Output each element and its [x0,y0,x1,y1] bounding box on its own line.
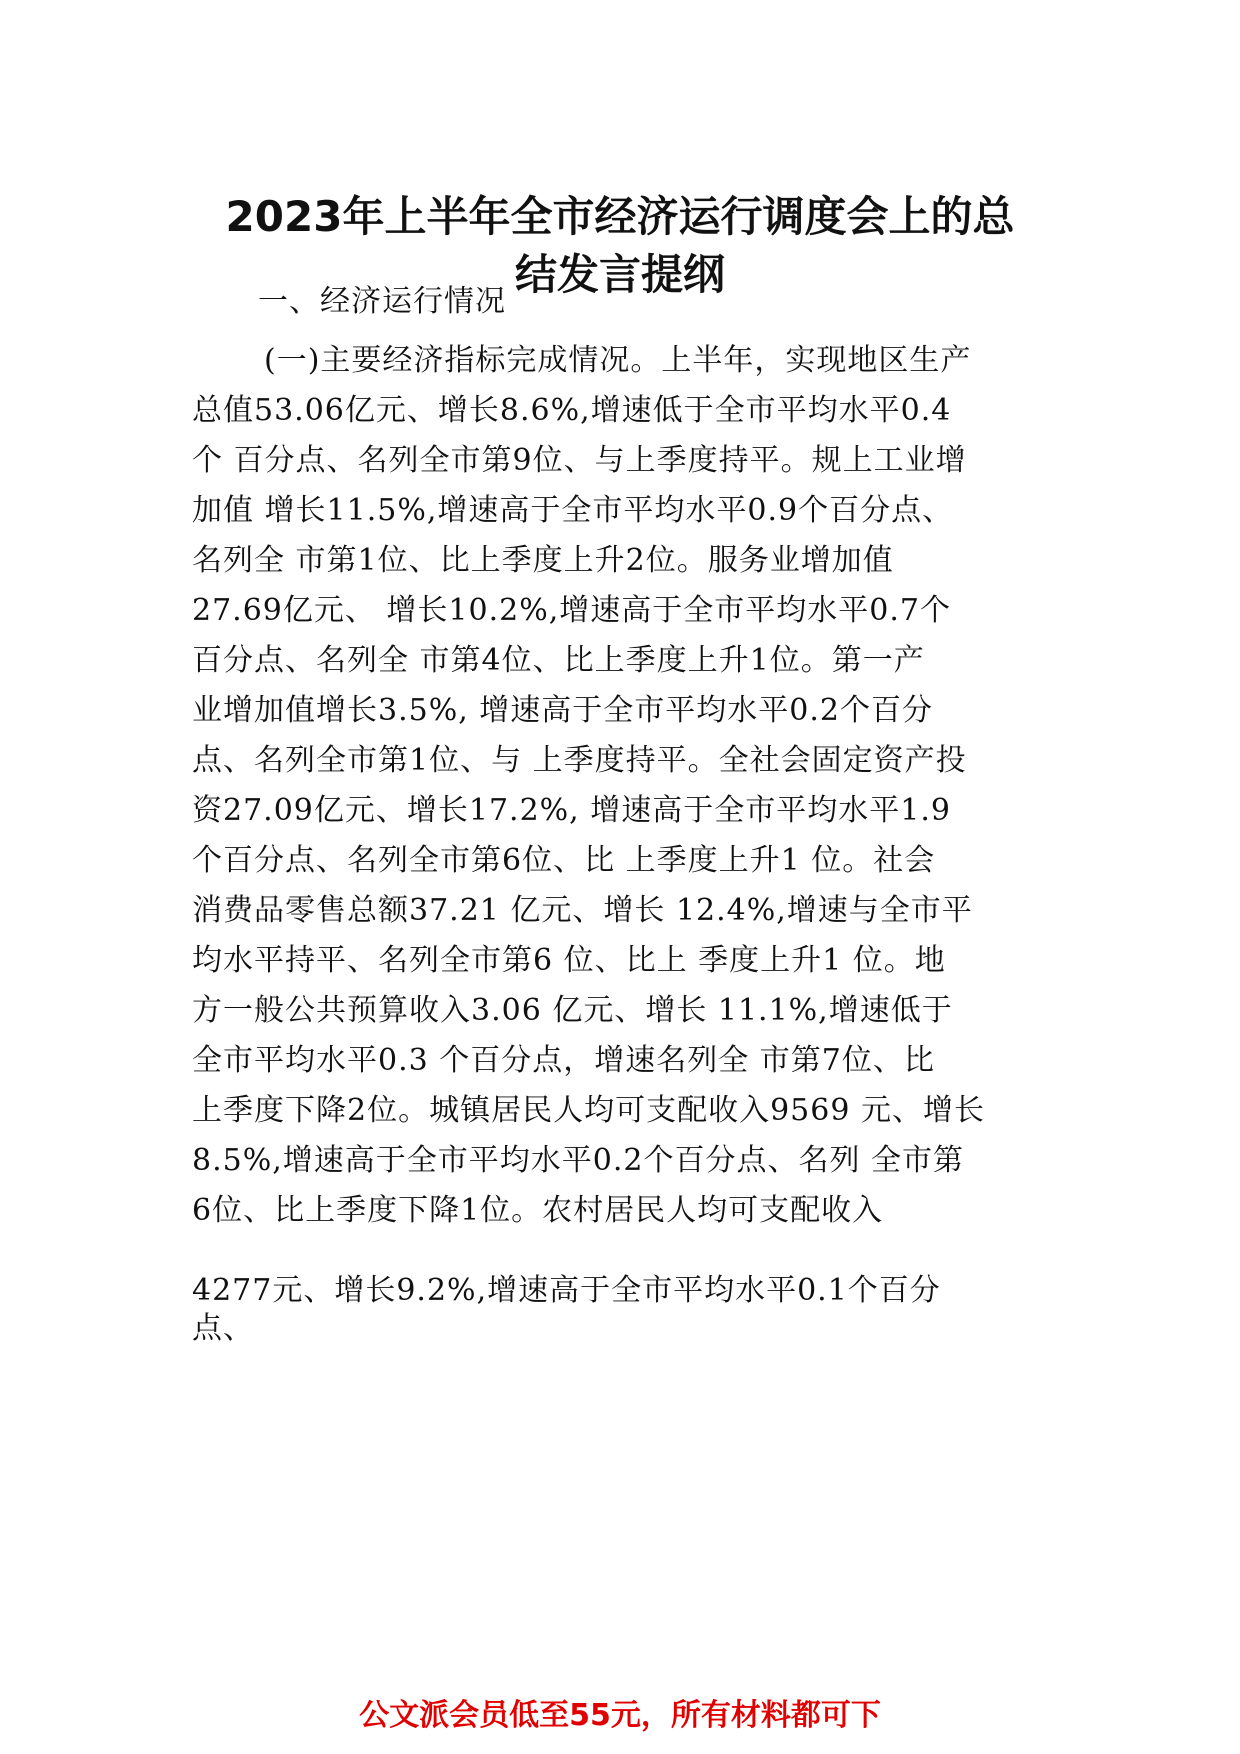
paragraph-line: 6位、比上季度下降1位。农村居民人均可支配收入 [192,1193,884,1228]
paragraph-line: 百分点、名列全 市第4位、比上季度上升1位。第一产 [192,643,925,678]
title-line-1: 2023年上半年全市经济运行调度会上的总 [225,192,1015,242]
paragraph-line: 名列全 市第1位、比上季度上升2位。服务业增加值 [192,543,894,578]
paragraph-line: 全市平均水平0.3 个百分点，增速名列全 市第7位、比 [192,1043,935,1078]
paragraph-line: 上季度下降2位。城镇居民人均可支配收入9569 元、增长 [192,1093,985,1128]
paragraph-line: 资27.09亿元、增长17.2%, 增速高于全市平均水平1.9 [192,793,951,828]
paragraph-line: 个 百分点、名列全市第9位、与上季度持平。规上工业增 [192,443,967,478]
paragraph-line: 点、名列全市第1位、与 上季度持平。全社会固定资产投 [192,743,967,778]
paragraph-line: 总值53.06亿元、增长8.6%,增速低于全市平均水平0.4 [192,393,952,428]
paragraph-line: (一)主要经济指标完成情况。上半年，实现地区生产 [264,343,972,378]
paragraph-line: 8.5%,增速高于全市平均水平0.2个百分点、名列 全市第 [192,1143,964,1178]
footer-promo-text: 公文派会员低至55元，所有材料都可下 [359,1698,881,1733]
paragraph-line: 点、 [192,1311,254,1346]
section-heading: 一、经济运行情况 [258,284,506,319]
paragraph-line: 27.69亿元、 增长10.2%,增速高于全市平均水平0.7个 [192,593,951,628]
title-line-2: 结发言提纲 [514,250,725,300]
paragraph-line: 消费品零售总额37.21 亿元、增长 12.4%,增速与全市平 [192,893,973,928]
body-paragraph [192,336,1072,1236]
paragraph-line: 业增加值增长3.5%, 增速高于全市平均水平0.2个百分 [192,693,933,728]
paragraph-line: 加值 增长11.5%,增速高于全市平均水平0.9个百分点、 [192,493,954,528]
paragraph-line: 个百分点、名列全市第6位、比 上季度上升1 位。社会 [192,843,936,878]
paragraph-line: 均水平持平、名列全市第6 位、比上 季度上升1 位。地 [192,943,946,978]
paragraph-line: 方一般公共预算收入3.06 亿元、增长 11.1%,增速低于 [192,993,953,1028]
paragraph-line: 4277元、增长9.2%,增速高于全市平均水平0.1个百分 [192,1273,941,1308]
paragraph-continuation [192,1272,1072,1348]
